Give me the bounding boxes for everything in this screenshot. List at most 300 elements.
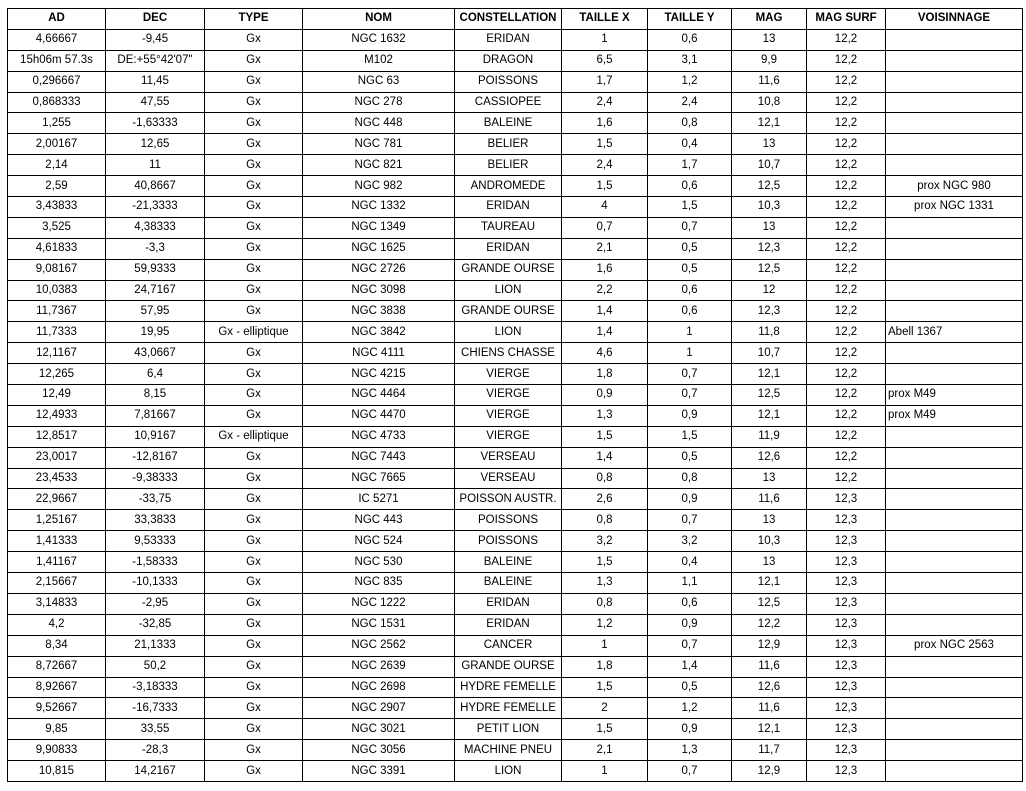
cell-mag-surf[interactable]: 12,3 [807, 740, 886, 761]
cell-taille-y[interactable]: 1,7 [648, 155, 732, 176]
cell-taille-y[interactable]: 1,5 [648, 197, 732, 218]
cell-mag-surf[interactable]: 12,2 [807, 426, 886, 447]
cell-mag-surf[interactable]: 12,2 [807, 280, 886, 301]
cell-taille-x[interactable]: 1,5 [562, 176, 648, 197]
cell-constellation[interactable]: BELIER [455, 155, 562, 176]
cell-constellation[interactable]: VIERGE [455, 405, 562, 426]
cell-voisinnage[interactable] [886, 531, 1023, 552]
cell-mag-surf[interactable]: 12,2 [807, 301, 886, 322]
cell-taille-x[interactable]: 2,1 [562, 740, 648, 761]
cell-nom[interactable]: NGC 4215 [303, 364, 455, 385]
column-header-constellation[interactable]: CONSTELLATION [455, 9, 562, 30]
cell-taille-x[interactable]: 1,4 [562, 322, 648, 343]
cell-mag-surf[interactable]: 12,3 [807, 635, 886, 656]
cell-dec[interactable]: 50,2 [106, 656, 205, 677]
cell-mag-surf[interactable]: 12,3 [807, 531, 886, 552]
cell-ad[interactable]: 23,0017 [8, 447, 106, 468]
cell-mag-surf[interactable]: 12,2 [807, 71, 886, 92]
cell-taille-x[interactable]: 6,5 [562, 50, 648, 71]
cell-type[interactable]: Gx [205, 50, 303, 71]
cell-mag-surf[interactable]: 12,3 [807, 573, 886, 594]
cell-dec[interactable]: 11,45 [106, 71, 205, 92]
cell-voisinnage[interactable] [886, 113, 1023, 134]
cell-taille-x[interactable]: 1,8 [562, 656, 648, 677]
cell-voisinnage[interactable] [886, 50, 1023, 71]
cell-nom[interactable]: NGC 2726 [303, 259, 455, 280]
cell-type[interactable]: Gx [205, 635, 303, 656]
cell-ad[interactable]: 1,41333 [8, 531, 106, 552]
cell-voisinnage[interactable] [886, 510, 1023, 531]
cell-nom[interactable]: NGC 4111 [303, 343, 455, 364]
cell-dec[interactable]: -3,18333 [106, 677, 205, 698]
cell-taille-x[interactable]: 4,6 [562, 343, 648, 364]
cell-dec[interactable]: 19,95 [106, 322, 205, 343]
cell-constellation[interactable]: ERIDAN [455, 614, 562, 635]
cell-mag-surf[interactable]: 12,2 [807, 322, 886, 343]
cell-taille-y[interactable]: 3,2 [648, 531, 732, 552]
cell-taille-y[interactable]: 0,8 [648, 468, 732, 489]
cell-nom[interactable]: NGC 7665 [303, 468, 455, 489]
cell-taille-y[interactable]: 1,1 [648, 573, 732, 594]
cell-ad[interactable]: 3,525 [8, 217, 106, 238]
cell-nom[interactable]: NGC 3056 [303, 740, 455, 761]
cell-mag-surf[interactable]: 12,2 [807, 113, 886, 134]
cell-taille-y[interactable]: 3,1 [648, 50, 732, 71]
cell-constellation[interactable]: BALEINE [455, 573, 562, 594]
cell-nom[interactable]: NGC 1222 [303, 593, 455, 614]
cell-nom[interactable]: NGC 448 [303, 113, 455, 134]
cell-voisinnage[interactable] [886, 573, 1023, 594]
cell-taille-y[interactable]: 0,7 [648, 635, 732, 656]
cell-voisinnage[interactable]: prox NGC 1331 [886, 197, 1023, 218]
cell-dec[interactable]: 33,55 [106, 719, 205, 740]
cell-taille-x[interactable]: 1,6 [562, 259, 648, 280]
cell-taille-x[interactable]: 1,4 [562, 447, 648, 468]
cell-dec[interactable]: 10,9167 [106, 426, 205, 447]
cell-mag[interactable]: 11,8 [732, 322, 807, 343]
cell-ad[interactable]: 10,815 [8, 761, 106, 782]
cell-mag[interactable]: 12,6 [732, 447, 807, 468]
cell-nom[interactable]: NGC 3021 [303, 719, 455, 740]
cell-type[interactable]: Gx [205, 176, 303, 197]
cell-ad[interactable]: 3,14833 [8, 593, 106, 614]
cell-type[interactable]: Gx - elliptique [205, 426, 303, 447]
cell-voisinnage[interactable] [886, 92, 1023, 113]
cell-type[interactable]: Gx [205, 259, 303, 280]
cell-dec[interactable]: 21,1333 [106, 635, 205, 656]
cell-mag[interactable]: 12,1 [732, 364, 807, 385]
cell-dec[interactable]: 12,65 [106, 134, 205, 155]
cell-taille-y[interactable]: 0,6 [648, 280, 732, 301]
cell-ad[interactable]: 12,4933 [8, 405, 106, 426]
cell-taille-y[interactable]: 0,7 [648, 385, 732, 406]
cell-mag[interactable]: 10,7 [732, 155, 807, 176]
cell-type[interactable]: Gx [205, 719, 303, 740]
cell-voisinnage[interactable] [886, 238, 1023, 259]
cell-taille-y[interactable]: 0,4 [648, 552, 732, 573]
cell-voisinnage[interactable] [886, 740, 1023, 761]
cell-mag[interactable]: 12,9 [732, 635, 807, 656]
cell-nom[interactable]: NGC 2698 [303, 677, 455, 698]
cell-ad[interactable]: 4,2 [8, 614, 106, 635]
cell-mag-surf[interactable]: 12,2 [807, 134, 886, 155]
cell-taille-x[interactable]: 1 [562, 761, 648, 782]
cell-ad[interactable]: 8,34 [8, 635, 106, 656]
cell-type[interactable]: Gx [205, 343, 303, 364]
cell-mag[interactable]: 10,3 [732, 197, 807, 218]
cell-ad[interactable]: 4,66667 [8, 29, 106, 50]
cell-mag[interactable]: 13 [732, 552, 807, 573]
cell-mag[interactable]: 12 [732, 280, 807, 301]
cell-mag-surf[interactable]: 12,3 [807, 719, 886, 740]
cell-dec[interactable]: -9,38333 [106, 468, 205, 489]
cell-mag-surf[interactable]: 12,2 [807, 29, 886, 50]
cell-taille-x[interactable]: 2,1 [562, 238, 648, 259]
cell-mag[interactable]: 12,5 [732, 593, 807, 614]
cell-mag-surf[interactable]: 12,2 [807, 197, 886, 218]
cell-type[interactable]: Gx [205, 71, 303, 92]
column-header-ad[interactable]: AD [8, 9, 106, 30]
cell-nom[interactable]: NGC 3098 [303, 280, 455, 301]
cell-taille-x[interactable]: 1,5 [562, 719, 648, 740]
cell-mag-surf[interactable]: 12,3 [807, 614, 886, 635]
cell-taille-y[interactable]: 0,9 [648, 614, 732, 635]
cell-mag[interactable]: 11,6 [732, 656, 807, 677]
cell-constellation[interactable]: ERIDAN [455, 197, 562, 218]
cell-voisinnage[interactable] [886, 71, 1023, 92]
cell-dec[interactable]: -1,63333 [106, 113, 205, 134]
cell-taille-y[interactable]: 0,9 [648, 719, 732, 740]
cell-voisinnage[interactable] [886, 719, 1023, 740]
cell-mag[interactable]: 9,9 [732, 50, 807, 71]
cell-taille-y[interactable]: 1 [648, 343, 732, 364]
cell-dec[interactable]: -10,1333 [106, 573, 205, 594]
cell-dec[interactable]: -16,7333 [106, 698, 205, 719]
cell-taille-x[interactable]: 1,3 [562, 573, 648, 594]
column-header-taille-x[interactable]: TAILLE X [562, 9, 648, 30]
cell-voisinnage[interactable] [886, 468, 1023, 489]
cell-voisinnage[interactable] [886, 364, 1023, 385]
cell-nom[interactable]: NGC 3842 [303, 322, 455, 343]
cell-ad[interactable]: 12,49 [8, 385, 106, 406]
cell-nom[interactable]: NGC 3838 [303, 301, 455, 322]
cell-mag-surf[interactable]: 12,2 [807, 217, 886, 238]
cell-mag[interactable]: 10,8 [732, 92, 807, 113]
cell-mag-surf[interactable]: 12,2 [807, 405, 886, 426]
cell-nom[interactable]: NGC 1349 [303, 217, 455, 238]
cell-voisinnage[interactable]: prox NGC 980 [886, 176, 1023, 197]
cell-taille-x[interactable]: 1,6 [562, 113, 648, 134]
cell-constellation[interactable]: CHIENS CHASSE [455, 343, 562, 364]
cell-dec[interactable]: 8,15 [106, 385, 205, 406]
cell-nom[interactable]: NGC 1632 [303, 29, 455, 50]
cell-taille-x[interactable]: 0,8 [562, 468, 648, 489]
cell-type[interactable]: Gx [205, 510, 303, 531]
cell-voisinnage[interactable]: prox NGC 2563 [886, 635, 1023, 656]
cell-ad[interactable]: 11,7333 [8, 322, 106, 343]
cell-constellation[interactable]: VIERGE [455, 364, 562, 385]
cell-ad[interactable]: 2,59 [8, 176, 106, 197]
cell-type[interactable]: Gx [205, 134, 303, 155]
cell-taille-x[interactable]: 1,8 [562, 364, 648, 385]
cell-taille-x[interactable]: 4 [562, 197, 648, 218]
cell-constellation[interactable]: ERIDAN [455, 29, 562, 50]
cell-type[interactable]: Gx [205, 489, 303, 510]
cell-taille-x[interactable]: 2,4 [562, 155, 648, 176]
cell-dec[interactable]: -3,3 [106, 238, 205, 259]
cell-type[interactable]: Gx [205, 92, 303, 113]
cell-nom[interactable]: NGC 278 [303, 92, 455, 113]
cell-ad[interactable]: 12,8517 [8, 426, 106, 447]
cell-ad[interactable]: 8,72667 [8, 656, 106, 677]
cell-taille-y[interactable]: 0,7 [648, 510, 732, 531]
cell-voisinnage[interactable] [886, 447, 1023, 468]
cell-mag-surf[interactable]: 12,2 [807, 447, 886, 468]
cell-voisinnage[interactable] [886, 489, 1023, 510]
cell-voisinnage[interactable] [886, 155, 1023, 176]
cell-dec[interactable]: 14,2167 [106, 761, 205, 782]
cell-type[interactable]: Gx - elliptique [205, 322, 303, 343]
cell-voisinnage[interactable] [886, 343, 1023, 364]
cell-mag-surf[interactable]: 12,2 [807, 238, 886, 259]
cell-taille-x[interactable]: 2,4 [562, 92, 648, 113]
cell-mag-surf[interactable]: 12,3 [807, 510, 886, 531]
cell-mag[interactable]: 13 [732, 217, 807, 238]
cell-taille-x[interactable]: 3,2 [562, 531, 648, 552]
cell-taille-y[interactable]: 0,9 [648, 489, 732, 510]
cell-dec[interactable]: -28,3 [106, 740, 205, 761]
cell-dec[interactable]: 9,53333 [106, 531, 205, 552]
cell-voisinnage[interactable] [886, 134, 1023, 155]
cell-ad[interactable]: 0,868333 [8, 92, 106, 113]
cell-taille-y[interactable]: 0,6 [648, 301, 732, 322]
cell-mag[interactable]: 12,9 [732, 761, 807, 782]
cell-ad[interactable]: 1,41167 [8, 552, 106, 573]
cell-taille-y[interactable]: 0,4 [648, 134, 732, 155]
cell-voisinnage[interactable] [886, 259, 1023, 280]
cell-mag-surf[interactable]: 12,3 [807, 698, 886, 719]
cell-constellation[interactable]: BALEINE [455, 113, 562, 134]
cell-taille-x[interactable]: 1,4 [562, 301, 648, 322]
cell-taille-y[interactable]: 0,7 [648, 761, 732, 782]
cell-taille-y[interactable]: 1,4 [648, 656, 732, 677]
cell-dec[interactable]: -1,58333 [106, 552, 205, 573]
cell-constellation[interactable]: CANCER [455, 635, 562, 656]
cell-ad[interactable]: 11,7367 [8, 301, 106, 322]
cell-voisinnage[interactable] [886, 217, 1023, 238]
cell-constellation[interactable]: VERSEAU [455, 468, 562, 489]
cell-nom[interactable]: NGC 1625 [303, 238, 455, 259]
cell-constellation[interactable]: GRANDE OURSE [455, 259, 562, 280]
cell-mag[interactable]: 13 [732, 468, 807, 489]
cell-ad[interactable]: 12,265 [8, 364, 106, 385]
cell-voisinnage[interactable] [886, 614, 1023, 635]
cell-voisinnage[interactable] [886, 426, 1023, 447]
cell-ad[interactable]: 15h06m 57.3s [8, 50, 106, 71]
cell-mag[interactable]: 12,6 [732, 677, 807, 698]
cell-voisinnage[interactable] [886, 552, 1023, 573]
cell-ad[interactable]: 9,52667 [8, 698, 106, 719]
cell-voisinnage[interactable] [886, 280, 1023, 301]
cell-constellation[interactable]: LION [455, 761, 562, 782]
cell-taille-x[interactable]: 1,5 [562, 677, 648, 698]
cell-dec[interactable]: 4,38333 [106, 217, 205, 238]
cell-dec[interactable]: DE:+55°42'07" [106, 50, 205, 71]
cell-voisinnage[interactable] [886, 677, 1023, 698]
cell-constellation[interactable]: LION [455, 280, 562, 301]
cell-mag[interactable]: 12,2 [732, 614, 807, 635]
cell-nom[interactable]: NGC 4733 [303, 426, 455, 447]
column-header-mag-surf[interactable]: MAG SURF [807, 9, 886, 30]
cell-type[interactable]: Gx [205, 552, 303, 573]
cell-ad[interactable]: 2,00167 [8, 134, 106, 155]
cell-mag[interactable]: 11,6 [732, 71, 807, 92]
cell-type[interactable]: Gx [205, 405, 303, 426]
cell-dec[interactable]: 59,9333 [106, 259, 205, 280]
cell-type[interactable]: Gx [205, 677, 303, 698]
cell-taille-y[interactable]: 0,9 [648, 405, 732, 426]
cell-nom[interactable]: NGC 1531 [303, 614, 455, 635]
cell-constellation[interactable]: BALEINE [455, 552, 562, 573]
cell-constellation[interactable]: LION [455, 322, 562, 343]
cell-taille-x[interactable]: 1,2 [562, 614, 648, 635]
cell-mag-surf[interactable]: 12,2 [807, 343, 886, 364]
cell-taille-x[interactable]: 1,5 [562, 552, 648, 573]
cell-dec[interactable]: 24,7167 [106, 280, 205, 301]
cell-type[interactable]: Gx [205, 113, 303, 134]
cell-type[interactable]: Gx [205, 614, 303, 635]
cell-constellation[interactable]: PETIT LION [455, 719, 562, 740]
cell-nom[interactable]: NGC 3391 [303, 761, 455, 782]
cell-taille-x[interactable]: 1 [562, 29, 648, 50]
cell-voisinnage[interactable] [886, 29, 1023, 50]
cell-taille-y[interactable]: 1,3 [648, 740, 732, 761]
cell-nom[interactable]: NGC 982 [303, 176, 455, 197]
cell-constellation[interactable]: VIERGE [455, 426, 562, 447]
column-header-dec[interactable]: DEC [106, 9, 205, 30]
cell-mag[interactable]: 11,6 [732, 489, 807, 510]
cell-mag[interactable]: 11,9 [732, 426, 807, 447]
cell-constellation[interactable]: VERSEAU [455, 447, 562, 468]
cell-mag[interactable]: 12,5 [732, 176, 807, 197]
cell-taille-y[interactable]: 0,5 [648, 447, 732, 468]
cell-dec[interactable]: 11 [106, 155, 205, 176]
cell-taille-y[interactable]: 0,6 [648, 29, 732, 50]
cell-taille-x[interactable]: 1 [562, 635, 648, 656]
cell-taille-y[interactable]: 1 [648, 322, 732, 343]
cell-mag[interactable]: 10,7 [732, 343, 807, 364]
cell-voisinnage[interactable] [886, 593, 1023, 614]
cell-mag[interactable]: 12,1 [732, 719, 807, 740]
cell-type[interactable]: Gx [205, 238, 303, 259]
cell-nom[interactable]: M102 [303, 50, 455, 71]
cell-dec[interactable]: 43,0667 [106, 343, 205, 364]
cell-ad[interactable]: 9,90833 [8, 740, 106, 761]
cell-taille-y[interactable]: 0,6 [648, 176, 732, 197]
cell-type[interactable]: Gx [205, 301, 303, 322]
cell-constellation[interactable]: POISSONS [455, 71, 562, 92]
cell-mag-surf[interactable]: 12,2 [807, 92, 886, 113]
cell-ad[interactable]: 22,9667 [8, 489, 106, 510]
cell-mag[interactable]: 12,3 [732, 301, 807, 322]
cell-ad[interactable]: 4,61833 [8, 238, 106, 259]
cell-type[interactable]: Gx [205, 385, 303, 406]
cell-constellation[interactable]: POISSONS [455, 531, 562, 552]
cell-taille-x[interactable]: 1,5 [562, 426, 648, 447]
cell-nom[interactable]: NGC 1332 [303, 197, 455, 218]
cell-voisinnage[interactable] [886, 656, 1023, 677]
cell-nom[interactable]: NGC 2639 [303, 656, 455, 677]
cell-mag[interactable]: 11,7 [732, 740, 807, 761]
cell-taille-y[interactable]: 0,7 [648, 217, 732, 238]
cell-mag[interactable]: 12,1 [732, 405, 807, 426]
cell-constellation[interactable]: DRAGON [455, 50, 562, 71]
cell-ad[interactable]: 8,92667 [8, 677, 106, 698]
cell-type[interactable]: Gx [205, 531, 303, 552]
cell-dec[interactable]: -9,45 [106, 29, 205, 50]
cell-mag-surf[interactable]: 12,2 [807, 176, 886, 197]
cell-taille-x[interactable]: 1,5 [562, 134, 648, 155]
cell-mag-surf[interactable]: 12,2 [807, 50, 886, 71]
cell-taille-y[interactable]: 0,5 [648, 259, 732, 280]
cell-mag-surf[interactable]: 12,3 [807, 761, 886, 782]
cell-type[interactable]: Gx [205, 698, 303, 719]
cell-nom[interactable]: NGC 530 [303, 552, 455, 573]
cell-dec[interactable]: 33,3833 [106, 510, 205, 531]
cell-type[interactable]: Gx [205, 740, 303, 761]
cell-type[interactable]: Gx [205, 364, 303, 385]
cell-ad[interactable]: 1,255 [8, 113, 106, 134]
cell-mag-surf[interactable]: 12,2 [807, 364, 886, 385]
cell-nom[interactable]: NGC 821 [303, 155, 455, 176]
cell-taille-x[interactable]: 2 [562, 698, 648, 719]
cell-taille-y[interactable]: 0,5 [648, 238, 732, 259]
cell-constellation[interactable]: MACHINE PNEU [455, 740, 562, 761]
column-header-taille-y[interactable]: TAILLE Y [648, 9, 732, 30]
cell-nom[interactable]: NGC 2907 [303, 698, 455, 719]
cell-mag-surf[interactable]: 12,3 [807, 656, 886, 677]
cell-constellation[interactable]: HYDRE FEMELLE [455, 677, 562, 698]
cell-taille-y[interactable]: 1,5 [648, 426, 732, 447]
cell-ad[interactable]: 9,08167 [8, 259, 106, 280]
cell-constellation[interactable]: VIERGE [455, 385, 562, 406]
cell-mag[interactable]: 10,3 [732, 531, 807, 552]
cell-ad[interactable]: 3,43833 [8, 197, 106, 218]
cell-nom[interactable]: NGC 4464 [303, 385, 455, 406]
cell-dec[interactable]: -32,85 [106, 614, 205, 635]
cell-taille-x[interactable]: 1,7 [562, 71, 648, 92]
cell-constellation[interactable]: GRANDE OURSE [455, 656, 562, 677]
cell-mag-surf[interactable]: 12,3 [807, 552, 886, 573]
cell-ad[interactable]: 9,85 [8, 719, 106, 740]
cell-nom[interactable]: NGC 63 [303, 71, 455, 92]
cell-dec[interactable]: 7,81667 [106, 405, 205, 426]
cell-taille-x[interactable]: 0,8 [562, 510, 648, 531]
cell-type[interactable]: Gx [205, 593, 303, 614]
cell-dec[interactable]: -33,75 [106, 489, 205, 510]
cell-nom[interactable]: NGC 835 [303, 573, 455, 594]
cell-type[interactable]: Gx [205, 29, 303, 50]
column-header-mag[interactable]: MAG [732, 9, 807, 30]
cell-taille-x[interactable]: 0,8 [562, 593, 648, 614]
cell-voisinnage[interactable]: prox M49 [886, 405, 1023, 426]
cell-type[interactable]: Gx [205, 656, 303, 677]
cell-nom[interactable]: NGC 4470 [303, 405, 455, 426]
cell-taille-x[interactable]: 2,2 [562, 280, 648, 301]
cell-mag[interactable]: 12,3 [732, 238, 807, 259]
cell-dec[interactable]: -12,8167 [106, 447, 205, 468]
cell-taille-y[interactable]: 0,7 [648, 364, 732, 385]
